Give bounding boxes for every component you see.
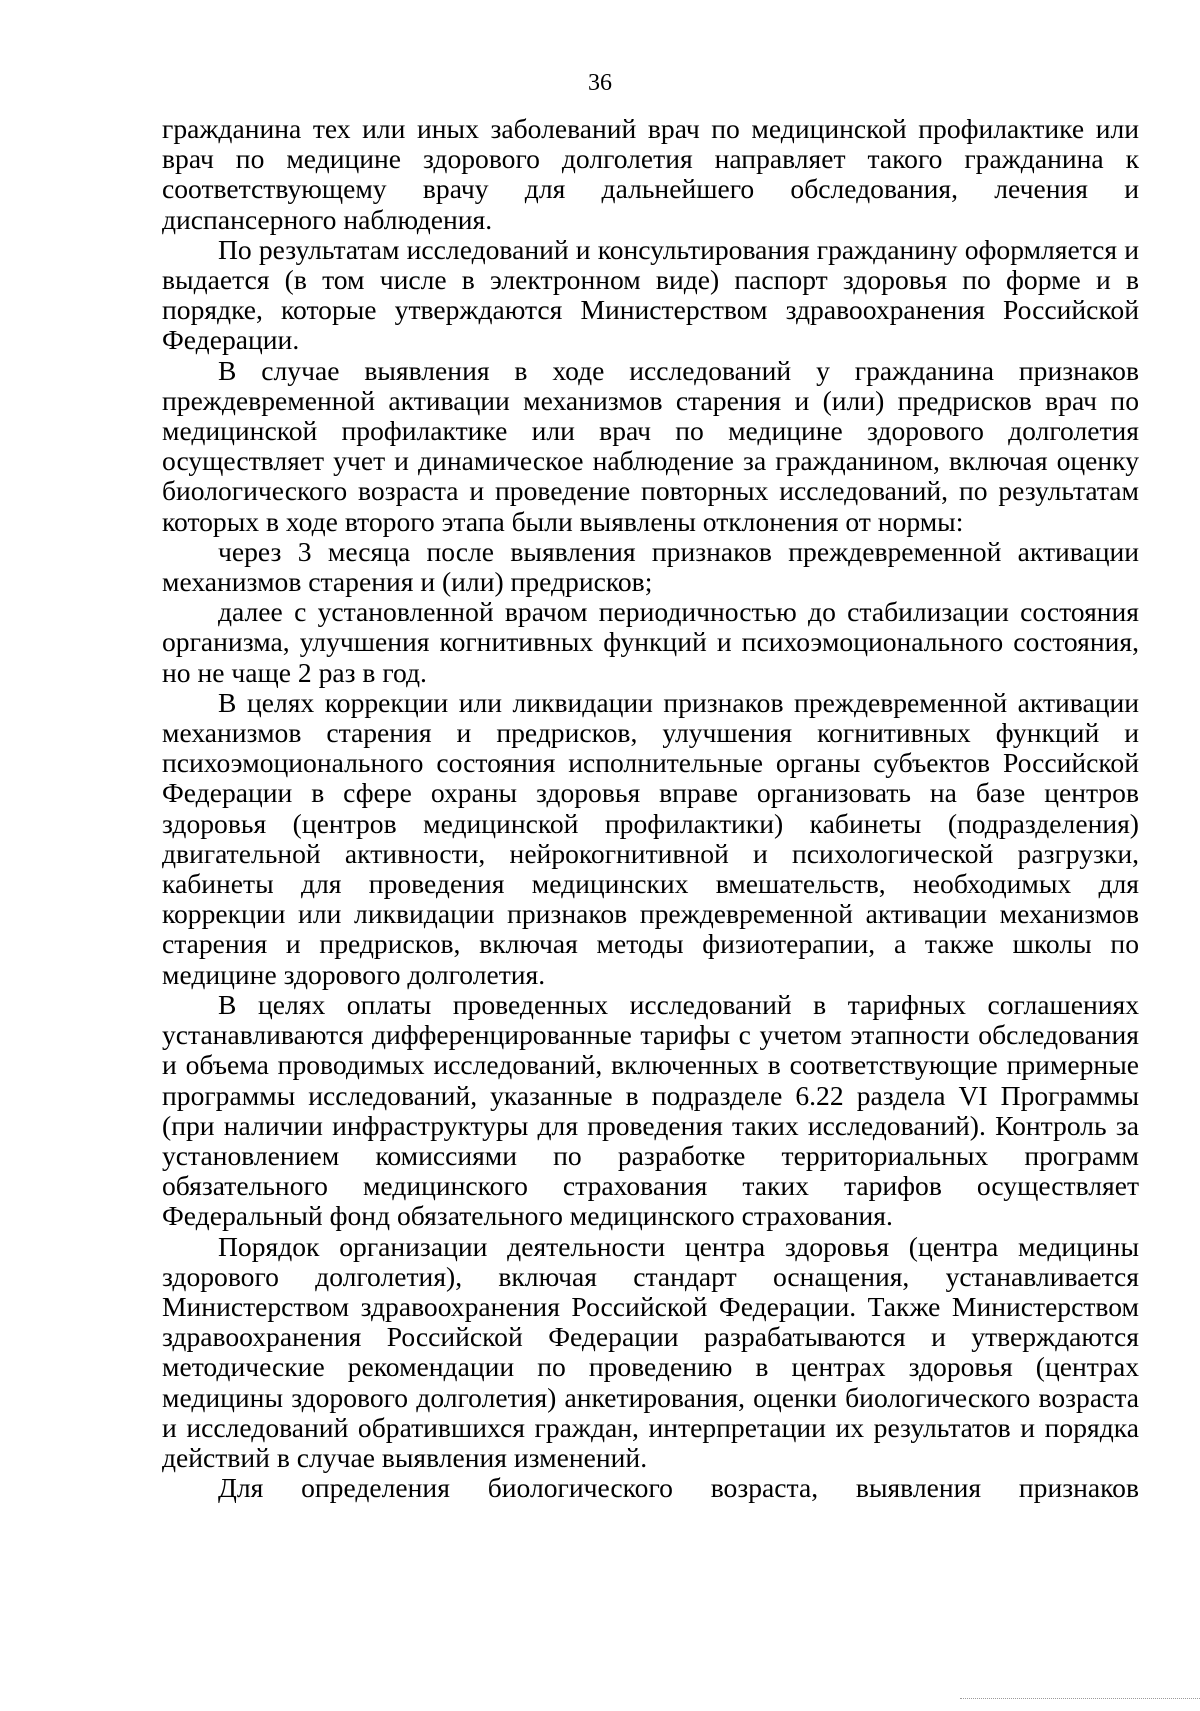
paragraph-continuation: гражданина тех или иных заболеваний врач по медицинской профилактике или врач по медицине здорового долголетия направляет такого гражданина к соответствующему врачу для дальнейшего обследования, лечения и диспансерного наблюдения.	[162, 113, 1139, 235]
paragraph-organization-order: Порядок организации деятельности центра здоровья (центра медицины здорового долголетия), включая стандарт оснащения, устанавливается Министерством здравоохранения Российской Федерации. Также Министерством здравоохранения Российской Федерации разрабатываются и утверждаются методические рекомендации по проведению в центрах здоровья (центрах медицины здорового долголетия) анкетирования, оценки биологического возраста и исследований обратившихся граждан, интерпретации их результатов и порядка действий в случае выявления изменений.	[162, 1230, 1139, 1473]
paragraph-tariffs: В целях оплаты проведенных исследований в тарифных соглашениях устанавливаются дифференцированные тарифы с учетом этапности обследования и объема проводимых исследований, включенных в соответствующие примерные программы исследований, указанные в подразделе 6.22 раздела VI Программы (при наличии инфраструктуры для проведения таких исследований). Контроль за установлением комиссиями по разработке территориальных программ обязательного медицинского страхования таких тарифов осуществляет Федеральный фонд обязательного медицинского страхования.	[162, 988, 1139, 1232]
paragraph-health-passport: По результатам исследований и консультирования гражданину оформляется и выдается (в том числе в электронном виде) паспорт здоровья по форме и в порядке, которые утверждаются Министерством здравоохранения Российской Федерации.	[162, 233, 1139, 356]
paragraph-dynamic-observation: В случае выявления в ходе исследований у гражданина признаков преждевременной активации механизмов старения и (или) предрисков врач по медицинской профилактике или врач по медицине здорового долголетия осуществляет учет и динамическое наблюдение за гражданином, включая оценку биологического возраста и проведение повторных исследований, по результатам которых в ходе второго этапа были выявлены отклонения от нормы:	[162, 354, 1139, 537]
list-item-three-months: через 3 месяца после выявления признаков преждевременной активации механизмов старения и (или) предрисков;	[162, 535, 1139, 598]
list-item-periodicity: далее с установленной врачом периодичностью до стабилизации состояния организма, улучшения когнитивных функций и психоэмоционального состояния, но не чаще 2 раз в год.	[162, 596, 1139, 688]
scan-edge-line	[960, 1698, 1200, 1699]
page-number: 36	[588, 70, 612, 96]
paragraph-correction-cabinets: В целях коррекции или ликвидации признаков преждевременной активации механизмов старения и предрисков, улучшения когнитивных функций и психоэмоционального состояния исполнительные органы субъектов Российской Федерации в сфере охраны здоровья вправе организовать на базе центров здоровья (центров медицинской профилактики) кабинеты (подразделения) двигательной активности, нейрокогнитивной и психологической разгрузки, кабинеты для проведения медицинских вмешательств, необходимых для коррекции или ликвидации признаков преждевременной активации механизмов старения и предрисков, включая методы физиотерапии, а также школы по медицине здорового долголетия.	[162, 686, 1139, 990]
document-body	[162, 114, 1139, 1503]
paragraph-biological-age: Для определения биологического возраста, выявления признаков	[218, 1472, 1139, 1504]
